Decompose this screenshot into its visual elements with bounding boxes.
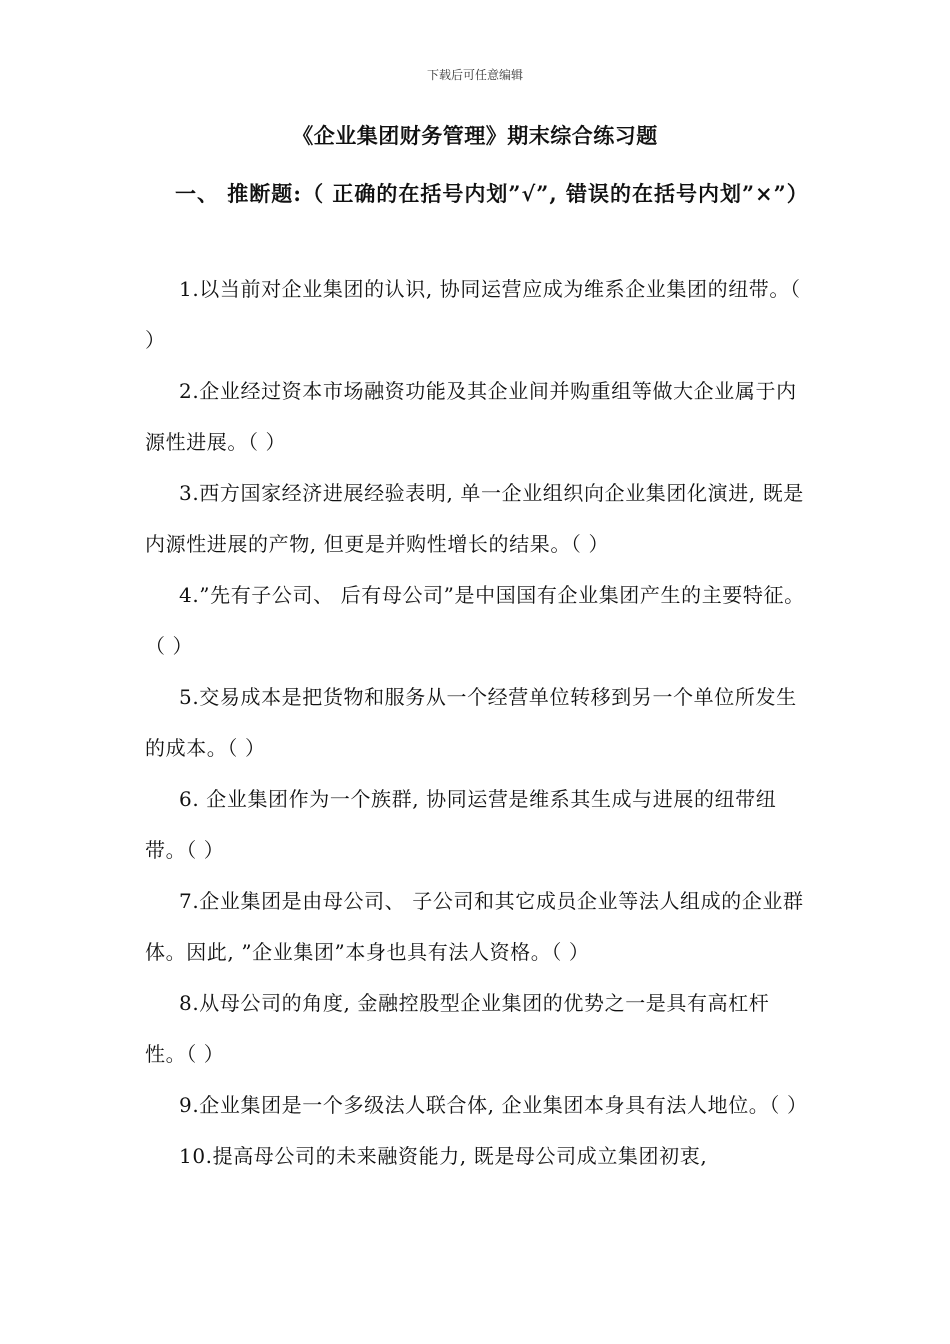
question-item: 6. 企业集团作为一个族群, 协同运营是维系其生成与进展的纽带纽带。（ ） — [145, 787, 777, 862]
document-title: 《企业集团财务管理》期末综合练习题 — [292, 123, 658, 148]
question-item: 3.西方国家经济进展经验表明, 单一企业组织向企业集团化演进, 既是内源性进展的产物, 但更是并购性增长的结果。（ ） — [145, 481, 804, 556]
question-item: 8.从母公司的角度, 金融控股型企业集团的优势之一是具有高杠杆性。（ ） — [145, 991, 770, 1066]
question-item: 4.”先有子公司、 后有母公司”是中国国有企业集团产生的主要特征。（ ） — [145, 583, 805, 658]
question-item: 5.交易成本是把货物和服务从一个经营单位转移到另一个单位所发生的成本。（ ） — [145, 685, 797, 760]
question-item: 10.提高母公司的未来融资能力, 既是母公司成立集团初衷, — [179, 1144, 708, 1168]
question-list — [145, 264, 810, 1182]
section-heading: 一、 推断题:（ 正确的在括号内划”√”, 错误的在括号内划”×”） — [175, 181, 809, 206]
question-item: 2.企业经过资本市场融资功能及其企业间并购重组等做大企业属于内源性进展。（ ） — [145, 379, 797, 454]
question-item: 9.企业集团是一个多级法人联合体, 企业集团本身具有法人地位。（ ） — [179, 1093, 808, 1117]
header-note: 下载后可任意编辑 — [426, 68, 523, 82]
question-item: 1.以当前对企业集团的认识, 协同运营应成为维系企业集团的纽带。（ ） — [145, 277, 801, 352]
question-item: 7.企业集团是由母公司、 子公司和其它成员企业等法人组成的企业群体。因此, ”企业集团”本身也具有法人资格。（ ） — [145, 889, 804, 964]
